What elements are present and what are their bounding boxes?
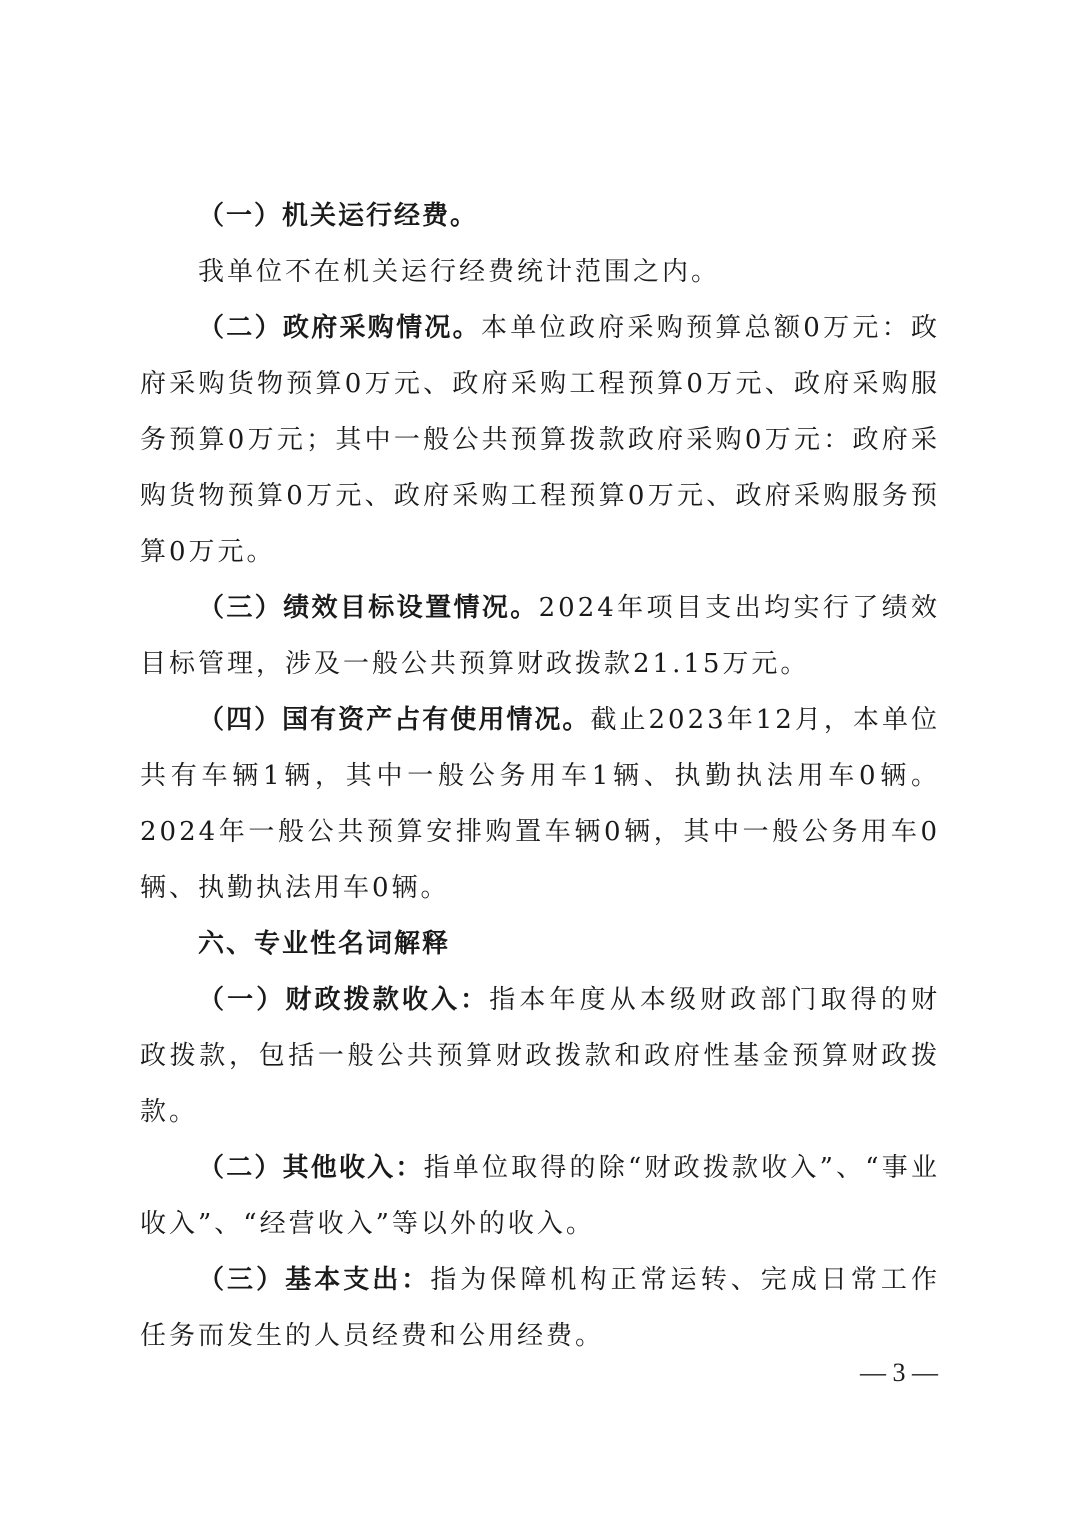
paragraph-text: 截止2023年12月，本单位共有车辆1辆，其中一般公务用车1辆、执勤执法用车0辆。2024年一般公共预算安排购置车辆0辆，其中一般公务用车0辆、执勤执法用车0辆。: [140, 705, 940, 903]
paragraph-text: 指单位取得的除“财政拨款收入”、“事业收入”、“经营收入”等以外的收入。: [140, 1153, 940, 1239]
paragraph-performance-targets: [140, 580, 940, 692]
paragraph-text: 指本年度从本级财政部门取得的财政拨款，包括一般公共预算财政拨款和政府性基金预算财政拨款。: [140, 985, 940, 1127]
document-body: [140, 188, 940, 1364]
section-heading-terms: 六、专业性名词解释: [198, 929, 451, 959]
paragraph-lead: （三）绩效目标设置情况。: [198, 593, 539, 623]
paragraph-lead: （四）国有资产占有使用情况。: [198, 705, 591, 735]
paragraph-admin-expenses-note: [140, 244, 940, 300]
paragraph-lead: （三）基本支出：: [198, 1265, 431, 1295]
paragraph-lead: （一）机关运行经费。: [198, 201, 479, 231]
paragraph-text: 指为保障机构正常运转、完成日常工作任务而发生的人员经费和公用经费。: [140, 1265, 940, 1351]
page-number: — 3 —: [860, 1358, 938, 1387]
paragraph-text: 本单位政府采购预算总额0万元：政府采购货物预算0万元、政府采购工程预算0万元、政府采购服务预算0万元；其中一般公共预算拨款政府采购0万元：政府采购货物预算0万元、政府采购工程预算0万元、政府采购服务预算0万元。: [140, 313, 940, 567]
paragraph-text: 我单位不在机关运行经费统计范围之内。: [198, 257, 721, 287]
paragraph-term-other-income: [140, 1140, 940, 1252]
paragraph-state-assets: [140, 692, 940, 916]
paragraph-term-basic-expenditure: [140, 1252, 940, 1364]
paragraph-government-procurement: [140, 300, 940, 580]
paragraph-lead: （一）财政拨款收入：: [198, 985, 490, 1015]
paragraph-term-fiscal-appropriation: [140, 972, 940, 1140]
paragraph-admin-expenses: [140, 188, 940, 244]
paragraph-lead: （二）其他收入：: [198, 1153, 424, 1183]
paragraph-lead: （二）政府采购情况。: [198, 313, 481, 343]
paragraph-text: 2024年项目支出均实行了绩效目标管理，涉及一般公共预算财政拨款21.15万元。: [140, 593, 940, 679]
